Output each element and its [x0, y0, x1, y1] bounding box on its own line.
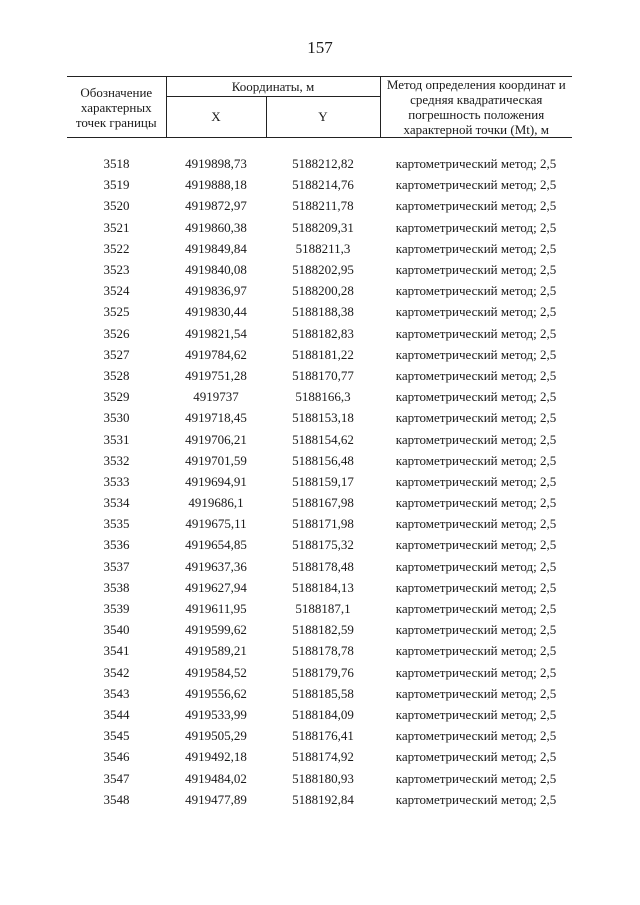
- y-coordinate-cell: 5188170,77: [292, 367, 354, 383]
- method-cell: картометрический метод; 2,5: [395, 156, 557, 172]
- method-cell: картометрический метод; 2,5: [395, 198, 557, 214]
- y-coordinate-cell: 5188200,28: [292, 283, 354, 299]
- x-coordinate-cell: 4919599,62: [185, 622, 247, 638]
- x-coordinate-cell: 4919830,44: [185, 304, 247, 320]
- point-id-cell: 3531: [103, 431, 130, 447]
- point-id-cell: 3528: [103, 367, 130, 383]
- x-coordinate-cell: 4919637,36: [185, 558, 247, 574]
- y-coordinate-cell: 5188166,3: [295, 389, 351, 405]
- table-row: [67, 450, 572, 471]
- y-coordinate-cell: 5188212,82: [292, 156, 354, 172]
- table-row: [67, 598, 572, 619]
- y-coordinate-cell: 5188185,58: [292, 685, 354, 701]
- table-row: [67, 365, 572, 386]
- table-row: [67, 471, 572, 492]
- y-coordinate-cell: 5188184,13: [292, 579, 354, 595]
- point-id-cell: 3546: [103, 749, 130, 765]
- table-row: [67, 556, 572, 577]
- x-column-header: X: [166, 96, 266, 137]
- method-cell: картометрический метод; 2,5: [395, 177, 557, 193]
- y-coordinate-cell: 5188178,78: [292, 643, 354, 659]
- point-id-header: Обозначение характерных точек границы: [67, 77, 166, 138]
- method-cell: картометрический метод; 2,5: [395, 728, 557, 744]
- point-id-cell: 3532: [103, 452, 130, 468]
- table-row: [67, 704, 572, 725]
- coordinates-group-header: Координаты, м: [166, 77, 380, 97]
- table-row: [67, 153, 572, 174]
- method-cell: картометрический метод; 2,5: [395, 219, 557, 235]
- table-row: [67, 280, 572, 301]
- y-coordinate-cell: 5188171,98: [292, 516, 354, 532]
- x-coordinate-cell: 4919860,38: [185, 219, 247, 235]
- y-coordinate-cell: 5188181,22: [292, 346, 354, 362]
- method-cell: картометрический метод; 2,5: [395, 685, 557, 701]
- y-coordinate-cell: 5188153,18: [292, 410, 354, 426]
- y-coordinate-cell: 5188211,78: [292, 198, 354, 214]
- y-column-header: Y: [266, 96, 380, 137]
- x-coordinate-cell: 4919821,54: [185, 325, 247, 341]
- x-coordinate-cell: 4919484,02: [185, 770, 247, 786]
- x-coordinate-cell: 4919556,62: [185, 685, 247, 701]
- y-coordinate-cell: 5188178,48: [292, 558, 354, 574]
- point-id-cell: 3530: [103, 410, 130, 426]
- page-number: 157: [307, 38, 333, 57]
- table-row: [67, 174, 572, 195]
- point-id-cell: 3522: [103, 240, 130, 256]
- x-coordinate-cell: 4919686,1: [188, 495, 244, 511]
- y-coordinate-cell: 5188209,31: [292, 219, 354, 235]
- point-id-cell: 3548: [103, 791, 130, 807]
- table-header: [67, 77, 572, 138]
- x-coordinate-cell: 4919589,21: [185, 643, 247, 659]
- method-cell: картометрический метод; 2,5: [395, 410, 557, 426]
- point-id-cell: 3529: [103, 389, 130, 405]
- x-coordinate-cell: 4919477,89: [185, 791, 247, 807]
- table-row: [67, 513, 572, 534]
- x-coordinate-cell: 4919706,21: [185, 431, 247, 447]
- point-id-cell: 3537: [103, 558, 130, 574]
- x-coordinate-cell: 4919849,84: [185, 240, 247, 256]
- method-cell: картометрический метод; 2,5: [395, 558, 557, 574]
- x-coordinate-cell: 4919654,85: [185, 537, 247, 553]
- method-cell: картометрический метод; 2,5: [395, 791, 557, 807]
- y-coordinate-cell: 5188174,92: [292, 749, 354, 765]
- x-coordinate-cell: 4919888,18: [185, 177, 247, 193]
- method-cell: картометрический метод; 2,5: [395, 770, 557, 786]
- point-id-cell: 3544: [103, 706, 130, 722]
- point-id-cell: 3526: [103, 325, 130, 341]
- point-id-cell: 3538: [103, 579, 130, 595]
- method-cell: картометрический метод; 2,5: [395, 473, 557, 489]
- method-cell: картометрический метод; 2,5: [395, 706, 557, 722]
- table-row: [67, 725, 572, 746]
- method-cell: картометрический метод; 2,5: [395, 240, 557, 256]
- table-row: [67, 767, 572, 788]
- y-coordinate-cell: 5188179,76: [292, 664, 354, 680]
- table-row: [67, 619, 572, 640]
- point-id-cell: 3540: [103, 622, 130, 638]
- point-id-cell: 3525: [103, 304, 130, 320]
- method-cell: картометрический метод; 2,5: [395, 262, 557, 278]
- x-coordinate-cell: 4919784,62: [185, 346, 247, 362]
- point-id-cell: 3543: [103, 685, 130, 701]
- y-coordinate-cell: 5188156,48: [292, 452, 354, 468]
- point-id-cell: 3541: [103, 643, 130, 659]
- point-id-cell: 3545: [103, 728, 130, 744]
- method-cell: картометрический метод; 2,5: [395, 749, 557, 765]
- method-cell: картометрический метод; 2,5: [395, 431, 557, 447]
- y-coordinate-cell: 5188188,38: [292, 304, 354, 320]
- method-cell: картометрический метод; 2,5: [395, 389, 557, 405]
- point-id-cell: 3533: [103, 473, 130, 489]
- method-cell: картометрический метод; 2,5: [395, 643, 557, 659]
- method-cell: картометрический метод; 2,5: [395, 283, 557, 299]
- table-row: [67, 259, 572, 280]
- y-coordinate-cell: 5188154,62: [292, 431, 354, 447]
- table-row: [67, 386, 572, 407]
- point-id-cell: 3524: [103, 283, 130, 299]
- x-coordinate-cell: 4919872,97: [185, 198, 247, 214]
- method-cell: картометрический метод; 2,5: [395, 601, 557, 617]
- table-row: [67, 301, 572, 322]
- table-row: [67, 577, 572, 598]
- coordinates-table: [67, 76, 572, 810]
- table-row: [67, 323, 572, 344]
- method-cell: картометрический метод; 2,5: [395, 325, 557, 341]
- y-coordinate-cell: 5188180,93: [292, 770, 354, 786]
- table-row: [67, 238, 572, 259]
- x-coordinate-cell: 4919533,99: [185, 706, 247, 722]
- table-row: [67, 407, 572, 428]
- table-row: [67, 746, 572, 767]
- point-id-cell: 3518: [103, 156, 130, 172]
- y-coordinate-cell: 5188182,83: [292, 325, 354, 341]
- method-cell: картометрический метод; 2,5: [395, 579, 557, 595]
- method-cell: картометрический метод; 2,5: [395, 367, 557, 383]
- table-row: [67, 492, 572, 513]
- table-row: [67, 789, 572, 810]
- table-row: [67, 640, 572, 661]
- y-coordinate-cell: 5188176,41: [292, 728, 354, 744]
- x-coordinate-cell: 4919751,28: [185, 367, 247, 383]
- method-cell: картометрический метод; 2,5: [395, 537, 557, 553]
- y-coordinate-cell: 5188175,32: [292, 537, 354, 553]
- x-coordinate-cell: 4919611,95: [185, 601, 247, 617]
- method-cell: картометрический метод; 2,5: [395, 346, 557, 362]
- y-coordinate-cell: 5188159,17: [292, 473, 354, 489]
- point-id-cell: 3536: [103, 537, 130, 553]
- x-coordinate-cell: 4919675,11: [185, 516, 247, 532]
- point-id-cell: 3527: [103, 346, 130, 362]
- x-coordinate-cell: 4919718,45: [185, 410, 247, 426]
- table-row: [67, 662, 572, 683]
- point-id-cell: 3523: [103, 262, 130, 278]
- y-coordinate-cell: 5188202,95: [292, 262, 354, 278]
- x-coordinate-cell: 4919898,73: [185, 156, 247, 172]
- point-id-cell: 3535: [103, 516, 130, 532]
- point-id-cell: 3521: [103, 219, 130, 235]
- table-body: [67, 138, 572, 810]
- point-id-cell: 3542: [103, 664, 130, 680]
- x-coordinate-cell: 4919836,97: [185, 283, 247, 299]
- y-coordinate-cell: 5188167,98: [292, 495, 354, 511]
- point-id-cell: 3519: [103, 177, 130, 193]
- x-coordinate-cell: 4919492,18: [185, 749, 247, 765]
- y-coordinate-cell: 5188211,3: [295, 240, 351, 256]
- point-id-cell: 3534: [103, 495, 130, 511]
- table-row: [67, 217, 572, 238]
- y-coordinate-cell: 5188214,76: [292, 177, 354, 193]
- x-coordinate-cell: 4919584,52: [185, 664, 247, 680]
- x-coordinate-cell: 4919737: [193, 389, 239, 405]
- point-id-cell: 3520: [103, 198, 130, 214]
- y-coordinate-cell: 5188184,09: [292, 706, 354, 722]
- x-coordinate-cell: 4919505,29: [185, 728, 247, 744]
- x-coordinate-cell: 4919627,94: [185, 579, 247, 595]
- point-id-cell: 3547: [103, 770, 130, 786]
- method-header: Метод определения координат и средняя квадратическая погрешность положения характерной точки (Mt), м: [380, 77, 572, 138]
- method-cell: картометрический метод; 2,5: [395, 516, 557, 532]
- table-row: [67, 428, 572, 449]
- method-cell: картометрический метод; 2,5: [395, 495, 557, 511]
- method-cell: картометрический метод; 2,5: [395, 664, 557, 680]
- table-row: [67, 195, 572, 216]
- table-row: [67, 534, 572, 555]
- table-row: [67, 683, 572, 704]
- table-row: [67, 344, 572, 365]
- x-coordinate-cell: 4919840,08: [185, 262, 247, 278]
- y-coordinate-cell: 5188192,84: [292, 791, 354, 807]
- method-cell: картометрический метод; 2,5: [395, 622, 557, 638]
- y-coordinate-cell: 5188182,59: [292, 622, 354, 638]
- y-coordinate-cell: 5188187,1: [295, 601, 351, 617]
- x-coordinate-cell: 4919694,91: [185, 473, 247, 489]
- point-id-cell: 3539: [103, 601, 130, 617]
- method-cell: картометрический метод; 2,5: [395, 304, 557, 320]
- x-coordinate-cell: 4919701,59: [185, 452, 247, 468]
- method-cell: картометрический метод; 2,5: [395, 452, 557, 468]
